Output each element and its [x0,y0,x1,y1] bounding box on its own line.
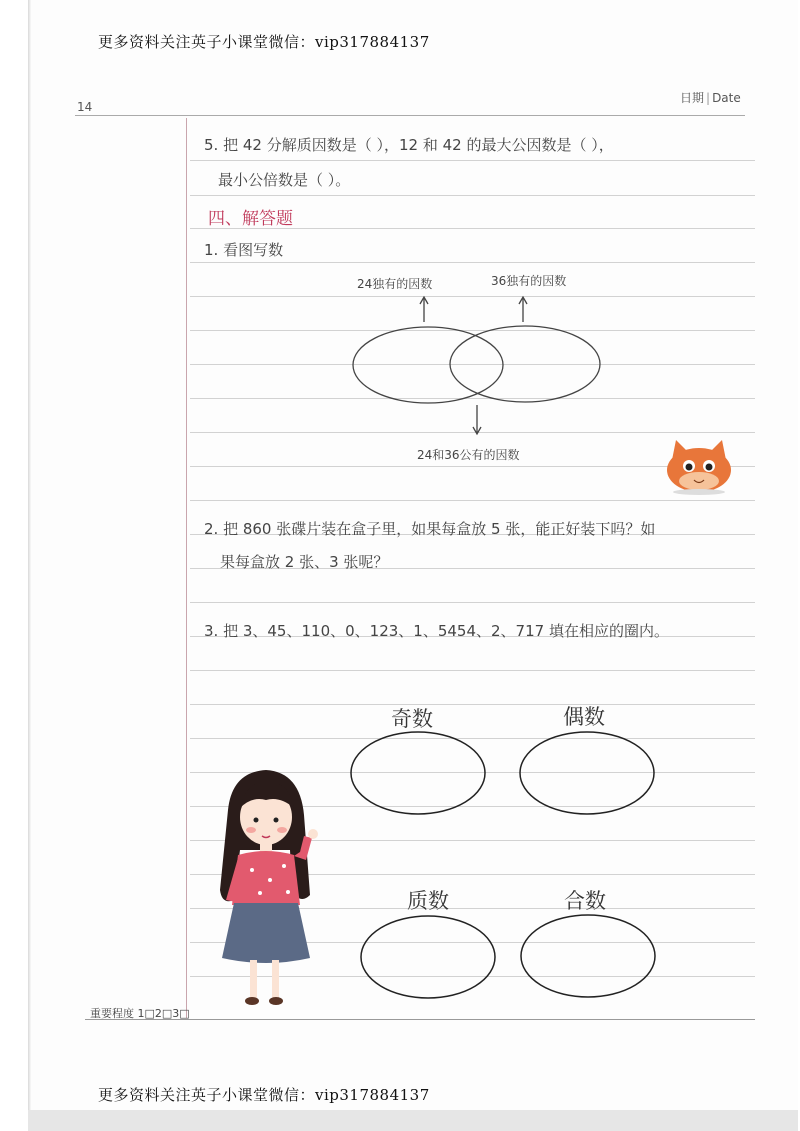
question1-title: 1. 看图写数 [204,241,284,259]
venn-circle-right [450,326,600,402]
date-label-en: Date [712,91,741,105]
question2-line2: 果每盒放 2 张、3 张呢？ [220,553,389,571]
date-label-zh: 日期 [680,91,705,105]
girl-illustration-icon [220,770,318,1005]
circle-label-composite: 合数 [564,889,606,913]
circle-label-odd: 奇数 [391,707,433,731]
section-heading: 四、解答题 [208,209,293,229]
importance-rating: 重要程度 1□2□3□ [90,1007,190,1020]
composite-numbers-circle[interactable] [521,915,655,997]
date-label: 日期 | Date [680,91,741,105]
venn-diagram [353,297,600,434]
watermark-bottom: 更多资料关注英子小课堂微信：vip317884137 [98,1086,430,1104]
question2-line1: 2. 把 860 张碟片装在盒子里，如果每盒放 5 张，能正好装下吗？如 [204,520,656,538]
venn-label-left: 24独有的因数 [357,277,433,291]
circle-label-even: 偶数 [563,705,605,729]
prime-numbers-circle[interactable] [361,916,495,998]
question5-line2: 最小公倍数是（ ）。 [218,171,351,189]
page-number: 14 [77,100,93,114]
even-numbers-circle[interactable] [520,732,654,814]
odd-numbers-circle[interactable] [351,732,485,814]
venn-circle-left [353,327,503,403]
venn-label-bottom: 24和36公有的因数 [417,448,520,462]
question5-line1: 5. 把 42 分解质因数是（ ），12 和 42 的最大公因数是（ ）， [204,136,614,154]
watermark-top: 更多资料关注英子小课堂微信：vip317884137 [98,33,430,51]
cat-sticker-icon [667,440,731,495]
venn-label-right: 36独有的因数 [491,274,567,288]
circle-label-prime: 质数 [407,889,449,913]
question3-line: 3. 把 3、45、110、0、123、1、5454、2、717 填在相应的圈内。 [204,622,669,640]
